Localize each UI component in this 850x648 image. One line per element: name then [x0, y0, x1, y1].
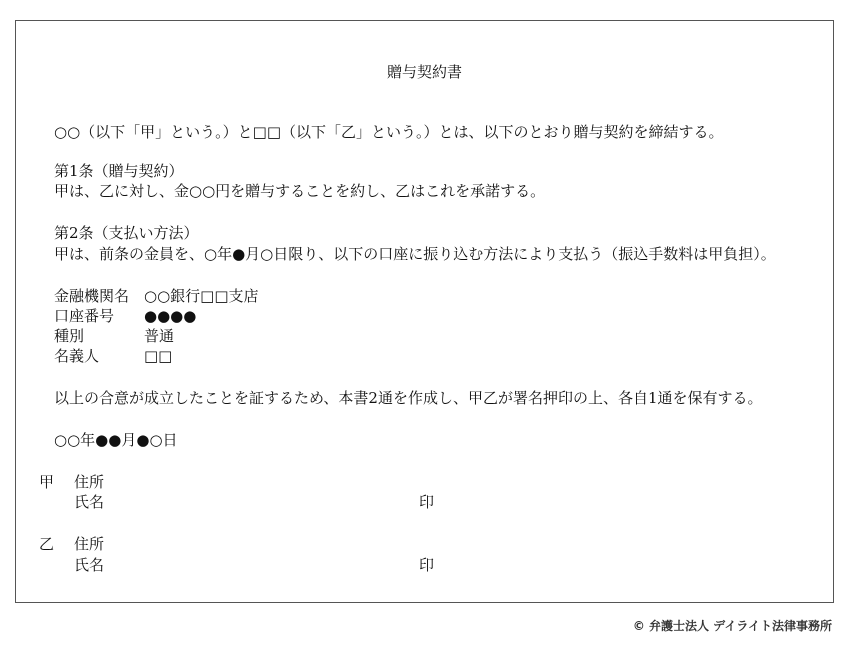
account-number-label: 口座番号 — [54, 307, 115, 325]
account-holder-value: □□ — [144, 347, 173, 365]
copyright-notice: © 弁護士法人 デイライト法律事務所 — [632, 619, 832, 633]
account-number-value: ●●●● — [144, 307, 197, 325]
party-b-mark: 乙 — [39, 535, 55, 553]
party-b-seal-mark: 印 — [419, 556, 435, 574]
party-a-seal-mark: 印 — [419, 493, 435, 511]
intro-paragraph: ○○（以下「甲」という。）と□□（以下「乙」という。）とは、以下のとおり贈与契約を締結する。 — [54, 123, 724, 141]
closing-paragraph: 以上の合意が成立したことを証するため、本書2通を作成し、甲乙が署名押印の上、各自1通を保有する。 — [54, 389, 763, 407]
party-a-name-label: 氏名 — [74, 493, 105, 511]
article2-body: 甲は、前条の金員を、○年●月○日限り、以下の口座に振り込む方法により支払う（振込手数料は甲負担）。 — [54, 245, 776, 263]
party-a-address-label: 住所 — [74, 473, 105, 491]
account-holder-label: 名義人 — [54, 347, 100, 365]
contract-date: ○○年●●月●○日 — [54, 431, 178, 449]
contract-document — [15, 20, 834, 603]
party-b-name-label: 氏名 — [74, 556, 105, 574]
account-type-value: 普通 — [144, 327, 175, 345]
document-title: 贈与契約書 — [386, 63, 462, 81]
account-type-label: 種別 — [54, 327, 85, 345]
party-a-mark: 甲 — [39, 473, 55, 491]
article2-heading: 第2条（支払い方法） — [54, 224, 199, 242]
bank-name-label: 金融機関名 — [54, 287, 130, 305]
article1-heading: 第1条（贈与契約） — [54, 162, 184, 180]
party-b-address-label: 住所 — [74, 535, 105, 553]
article1-body: 甲は、乙に対し、金○○円を贈与することを約し、乙はこれを承諾する。 — [54, 182, 546, 200]
bank-name-value: ○○銀行□□支店 — [144, 287, 259, 305]
